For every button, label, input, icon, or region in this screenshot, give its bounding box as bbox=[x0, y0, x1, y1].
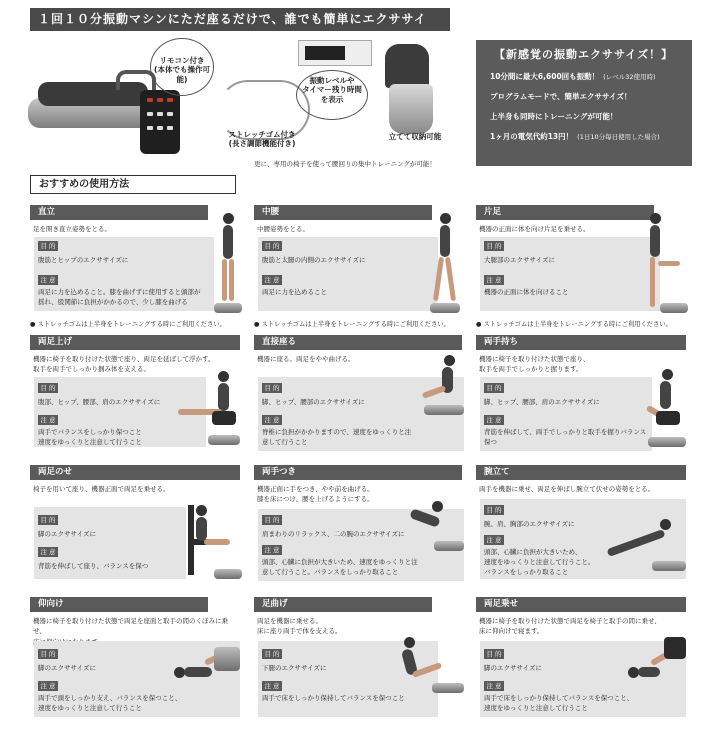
legs-up-figure bbox=[168, 371, 240, 445]
card-pushup: 腕立て 両手を機器に乗せ、両足を伸ばし腕立て伏せの姿勢をとる。 目 的 腕、肩、胸部のエクササイズに 注 意 頭部、心臓に負担が大きいため、 速度をゆっくりと注意して行うこと。 バランスをしっかり取ること bbox=[476, 465, 686, 583]
display-callout: 振動レベルや タイマー残り時間 を表示 bbox=[302, 76, 362, 104]
footnote: ● ストレッチゴムは上半身をトレーニングする時にご利用ください。 bbox=[476, 321, 672, 328]
card-feet-on-chair: 両足乗せ 機器に椅子を取り付けた状態で両足を椅子と取手の間に乗せ、 床に仰向けで寝ます。 目 的 脚のエクササイズに 注 意 両手で床をしっかり保持してバランスを保つこと、 速度をゆっくりと注意して行うこと bbox=[476, 597, 686, 722]
cord-callout: ストレッチゴム付き (長さ調節機能付き) bbox=[228, 130, 296, 149]
feature-item: プログラムモードで、簡単エクササイズ！ bbox=[490, 92, 632, 101]
feature-item: 上半身も同時にトレーニングが可能！ bbox=[490, 112, 618, 121]
stored-upright-image bbox=[385, 44, 437, 134]
card-supine: 仰向け 機器に椅子を取り付けた状態で両足を座面と取手の間のくぼみに乗せ、 目 的 脚のエクササイズに 注 意 両手で頭をしっかり支え、バランスを保つこと、 速度をゆっくりと注意して行うこと bbox=[30, 597, 240, 722]
remote-control-image bbox=[140, 90, 180, 154]
card-hands-down: 両手つき 機器正面に手をつき、やや前を曲げる。 膝を床につけ、腰を上げるようにする。 目 的 肩まわりのリラックス、二の腕のエクササイズに 注 意 頭部、心臓に負担が大きいため、速度をゆっくりと注 意して行うこと。バランスをしっかり取ること bbox=[254, 465, 464, 583]
footnote: ● ストレッチゴムは上半身をトレーニングする時にご利用ください。 bbox=[254, 321, 450, 328]
feet-on-figure bbox=[188, 499, 242, 579]
hold-both-figure bbox=[642, 369, 686, 447]
feature-item: 1ヶ月の電気代約13円！ (1日10分毎日使用した場合) bbox=[490, 132, 660, 141]
section-title: おすすめの使用方法 bbox=[30, 175, 236, 194]
feet-on-chair-figure bbox=[626, 637, 686, 683]
card-feet-on: 両足のせ 椅子を用いて座り、機器正面で両足を乗せる。 目 的 脚のエクササイズに 注 意 背筋を伸ばして座り、バランスを保つ bbox=[30, 465, 240, 583]
feature-item: 10分間に最大6,600回も振動！ (レベル32使用時) bbox=[490, 72, 656, 81]
standing-figure bbox=[214, 213, 242, 313]
card-legs-up: 両足上げ 機器に椅子を取り付けた状態で座り、両足を延ばして浮かす。 取手を両手でしっかり掴み体を支える。 目 的 腹部、ヒップ、腰部、肩のエクササイズに 注 意 両手でバランスをしっかり保つこと 速度をゆっくりと注意して行うこと bbox=[30, 335, 240, 455]
card-half-squat: 中腰 中腰姿勢をとる。 目 的 腹筋と太腿の内側のエクササイズに 注 意 両足に力を込めること bbox=[254, 205, 464, 315]
hands-down-figure bbox=[404, 501, 464, 551]
storage-callout: 立てて収納可能 bbox=[388, 132, 442, 141]
card-leg-bend: 足曲げ 両足を機器に乗せる。 床に座り両手で体を支える。 目 的 下腿のエクササイズに 注 意 両手で床をしっかり保持してバランスを保つこと bbox=[254, 597, 464, 722]
feature-box bbox=[476, 40, 692, 166]
card-sit-direct: 直接座る 機器に座る。両足をやや曲げる。 目 的 脚、ヒップ、腰部のエクササイズに 注 意 脊椎に負担がかかりますので、速度をゆっくりと注 意して行うこと bbox=[254, 335, 464, 455]
card-one-leg: 片足 機器の正面に体を向け片足を乗せる。 目 的 大腿部のエクササイズに 注 意 機器の正面に体を向けること bbox=[476, 205, 686, 315]
half-squat-figure bbox=[430, 213, 460, 313]
top-banner: １回１０分振動マシンにただ座るだけで、誰でも簡単にエクササイズ！ bbox=[30, 8, 450, 31]
card-hold-both: 両手持ち 機器に椅子を取り付けた状態で座り、 取手を両手でしっかりと握ります。 目 的 脚、ヒップ、腰部、肩のエクササイズに 注 意 背筋を伸ばして、両手でしっかりと取手を握りバランス 保つ bbox=[476, 335, 686, 455]
footnote: ● ストレッチゴムは上半身をトレーニングする時にご利用ください。 bbox=[30, 321, 226, 328]
supine-figure bbox=[174, 641, 240, 681]
one-leg-figure bbox=[644, 213, 688, 313]
card-standing: 直立 足を開き直立姿勢をとる。 目 的 腹筋とヒップのエクササイズに 注 意 両足に力を込めること。膝を曲げずに使用すると頭部が 揺れ、股関節に負担がかかるので、少し膝を曲げる bbox=[30, 205, 240, 315]
remote-callout: リモコン付き (本体でも操作可能) bbox=[154, 56, 210, 84]
leg-bend-figure bbox=[398, 637, 464, 693]
feature-title: 【新感覚の振動エクササイズ！】 bbox=[494, 48, 674, 61]
chair-note: 更に、専用の椅子を使って腰回りの集中トレーニングが可能！ bbox=[254, 160, 436, 168]
sit-direct-figure bbox=[418, 355, 464, 415]
display-panel-image bbox=[298, 40, 372, 66]
pushup-figure bbox=[596, 501, 686, 571]
